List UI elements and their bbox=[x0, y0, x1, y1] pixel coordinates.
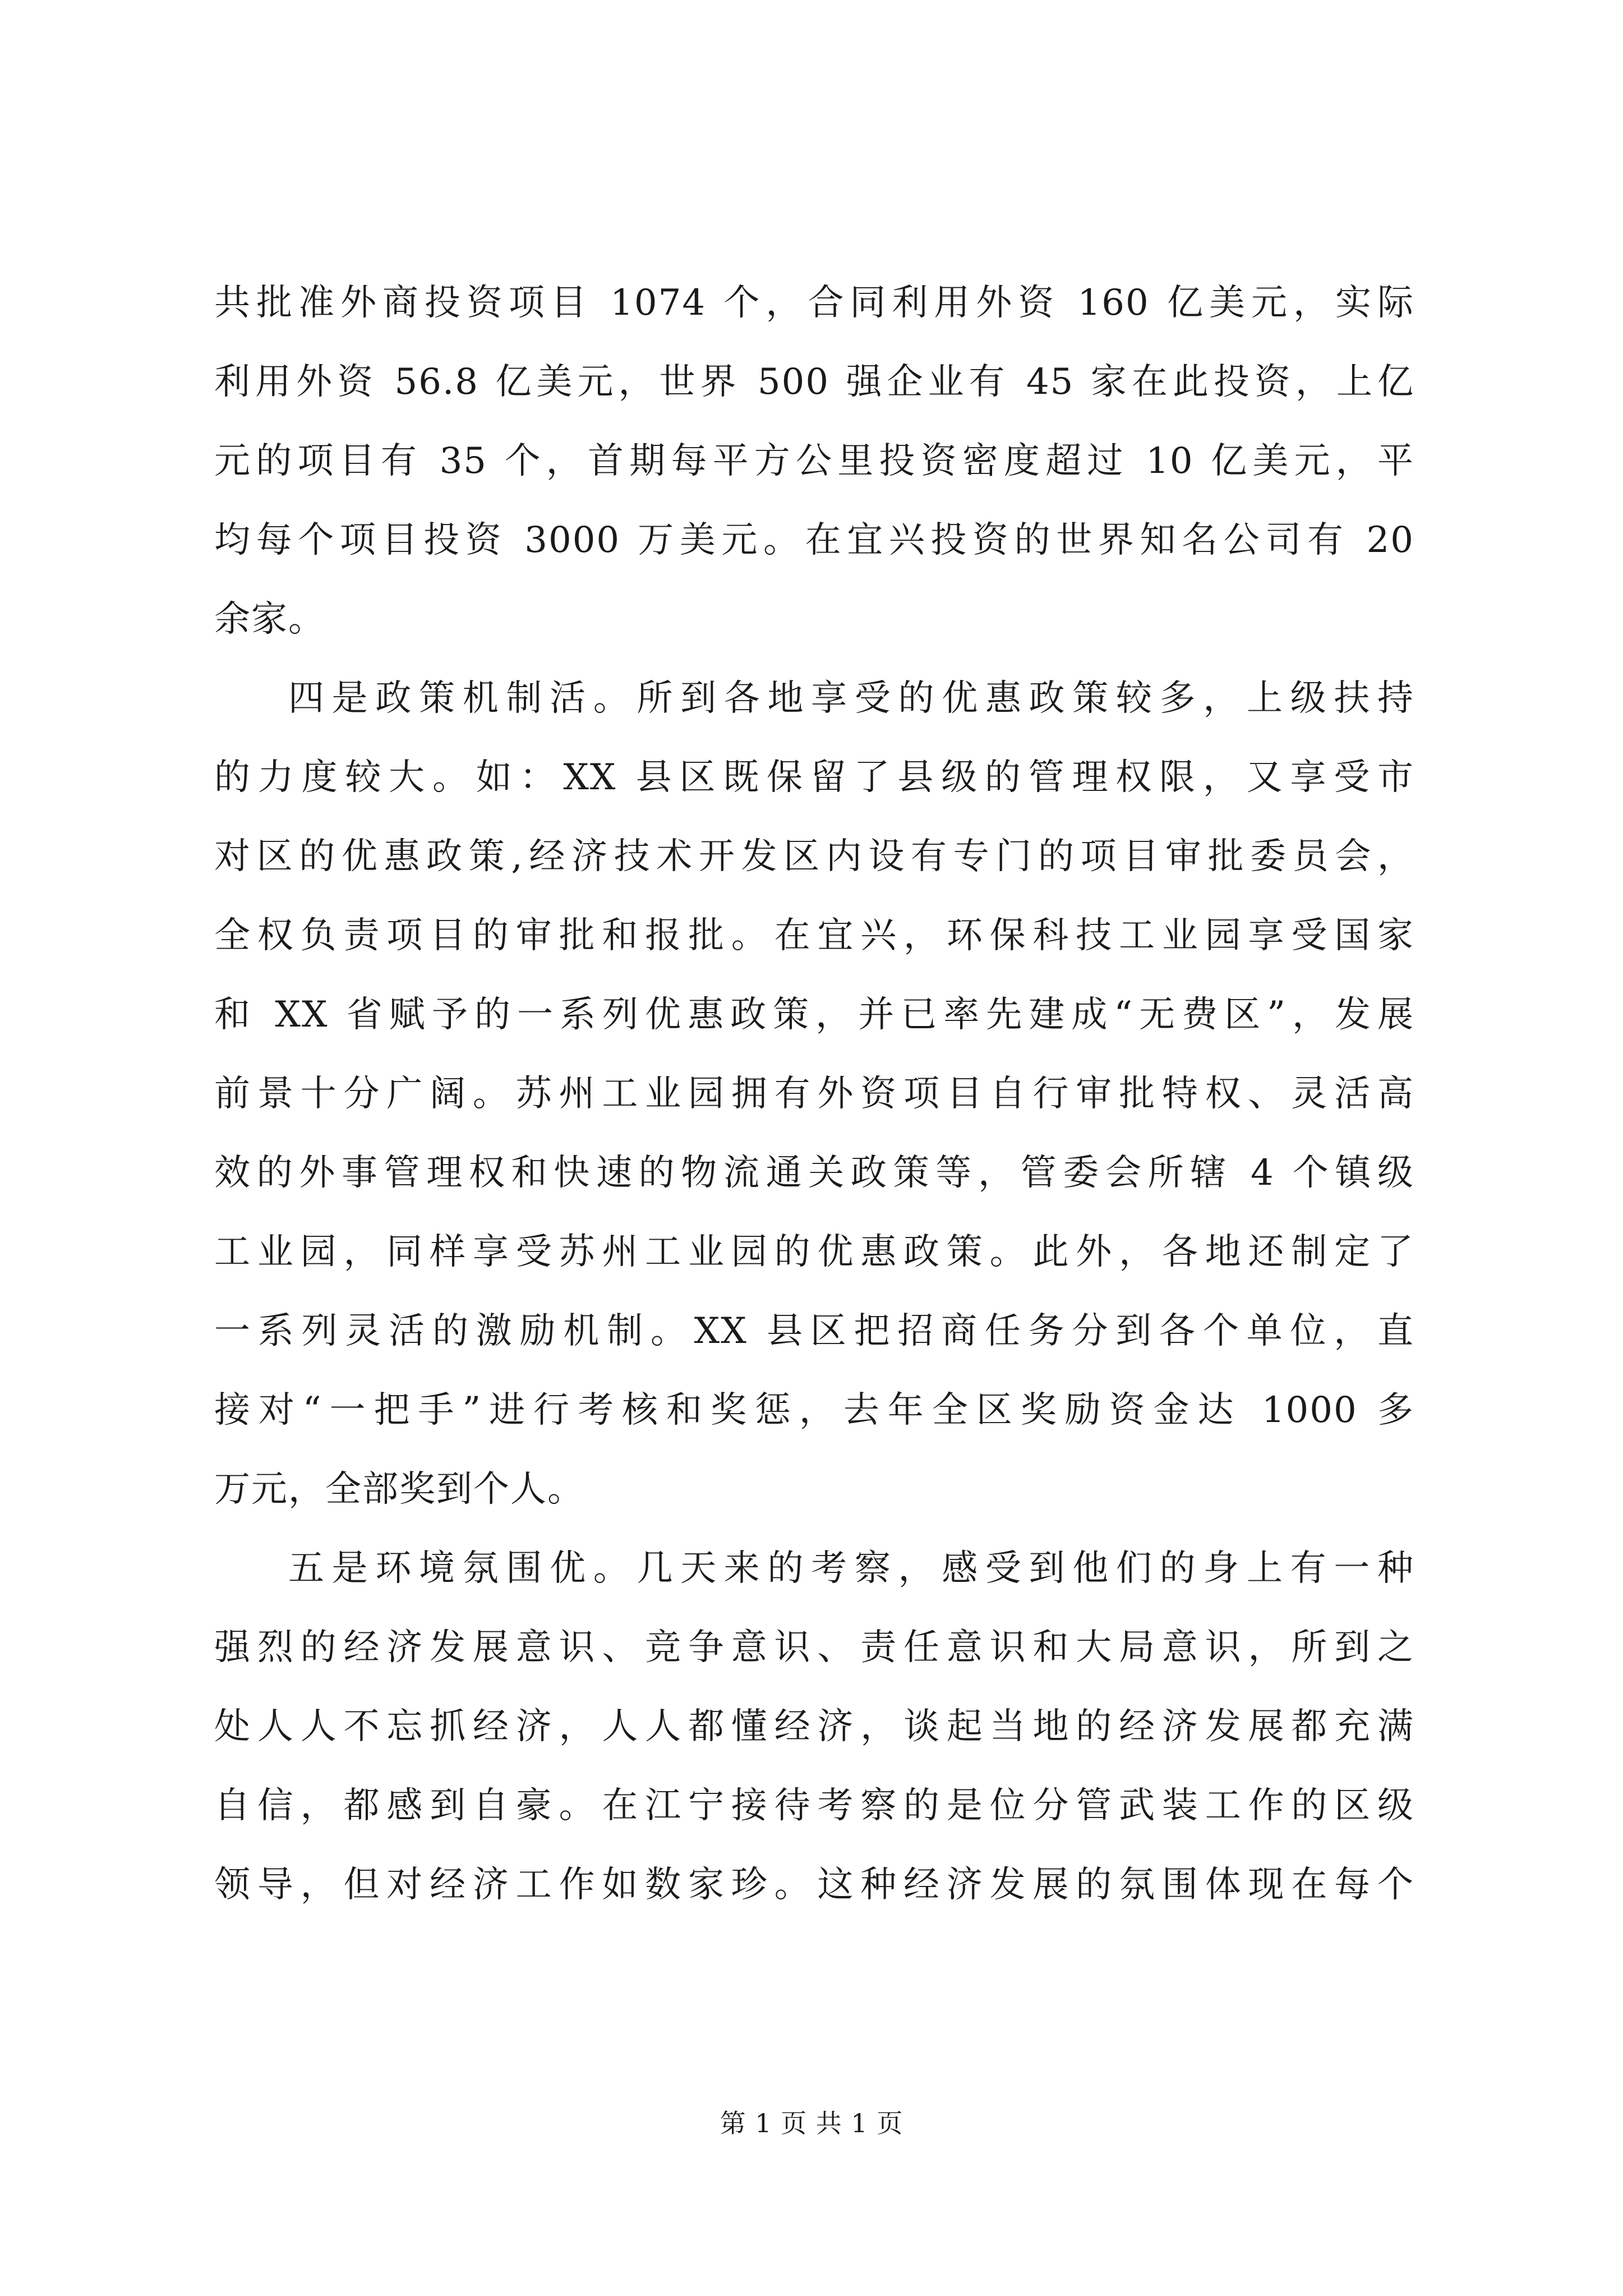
text-line: 一系列灵活的激励机制。XX 县区把招商任务分到各个单位，直 bbox=[214, 1310, 1414, 1352]
page-footer: 第 1 页 共 1 页 bbox=[720, 2108, 903, 2138]
text-line: 共批准外商投资项目 1074 个，合同利用外资 160 亿美元，实际 bbox=[214, 282, 1414, 324]
text-line: 四是政策机制活。所到各地享受的优惠政策较多，上级扶持 bbox=[288, 678, 1414, 719]
text-line: 接对“一把手”进行考核和奖惩，去年全区奖励资金达 1000 多 bbox=[214, 1389, 1414, 1431]
document-body bbox=[214, 264, 1414, 1925]
text-line: 五是环境氛围优。几天来的考察，感受到他们的身上有一种 bbox=[288, 1548, 1414, 1589]
text-line: 利用外资 56.8 亿美元，世界 500 强企业有 45 家在此投资，上亿 bbox=[214, 361, 1414, 403]
text-line: 领导，但对经济工作如数家珍。这种经济发展的氛围体现在每个 bbox=[214, 1864, 1414, 1906]
text-line: 前景十分广阔。苏州工业园拥有外资项目自行审批特权、灵活高 bbox=[214, 1073, 1414, 1115]
text-line: 工业园，同样享受苏州工业园的优惠政策。此外，各地还制定了 bbox=[214, 1231, 1414, 1273]
text-line: 全权负责项目的审批和报批。在宜兴，环保科技工业园享受国家 bbox=[214, 915, 1414, 956]
paragraph-environment bbox=[214, 1529, 1414, 1925]
paragraph-1 bbox=[214, 264, 1414, 659]
text-line: 自信，都感到自豪。在江宁接待考察的是位分管武装工作的区级 bbox=[214, 1785, 1414, 1826]
paragraph-policy-mechanism bbox=[214, 659, 1414, 1529]
text-line: 处人人不忘抓经济，人人都懂经济，谈起当地的经济发展都充满 bbox=[214, 1706, 1414, 1747]
text-line: 余家。 bbox=[214, 599, 325, 640]
text-line: 均每个项目投资 3000 万美元。在宜兴投资的世界知名公司有 20 bbox=[214, 519, 1414, 561]
text-line: 和 XX 省赋予的一系列优惠政策，并已率先建成“无费区”，发展 bbox=[214, 994, 1414, 1036]
text-line: 的力度较大。如：XX 县区既保留了县级的管理权限，又享受市 bbox=[214, 757, 1414, 798]
text-line: 效的外事管理权和快速的物流通关政策等，管委会所辖 4 个镇级 bbox=[214, 1152, 1414, 1194]
text-line: 元的项目有 35 个，首期每平方公里投资密度超过 10 亿美元，平 bbox=[214, 440, 1414, 482]
text-line: 万元，全部奖到个人。 bbox=[214, 1469, 584, 1510]
text-line: 强烈的经济发展意识、竞争意识、责任意识和大局意识，所到之 bbox=[214, 1627, 1414, 1668]
text-line: 对区的优惠政策,经济技术开发区内设有专门的项目审批委员会， bbox=[214, 836, 1414, 877]
